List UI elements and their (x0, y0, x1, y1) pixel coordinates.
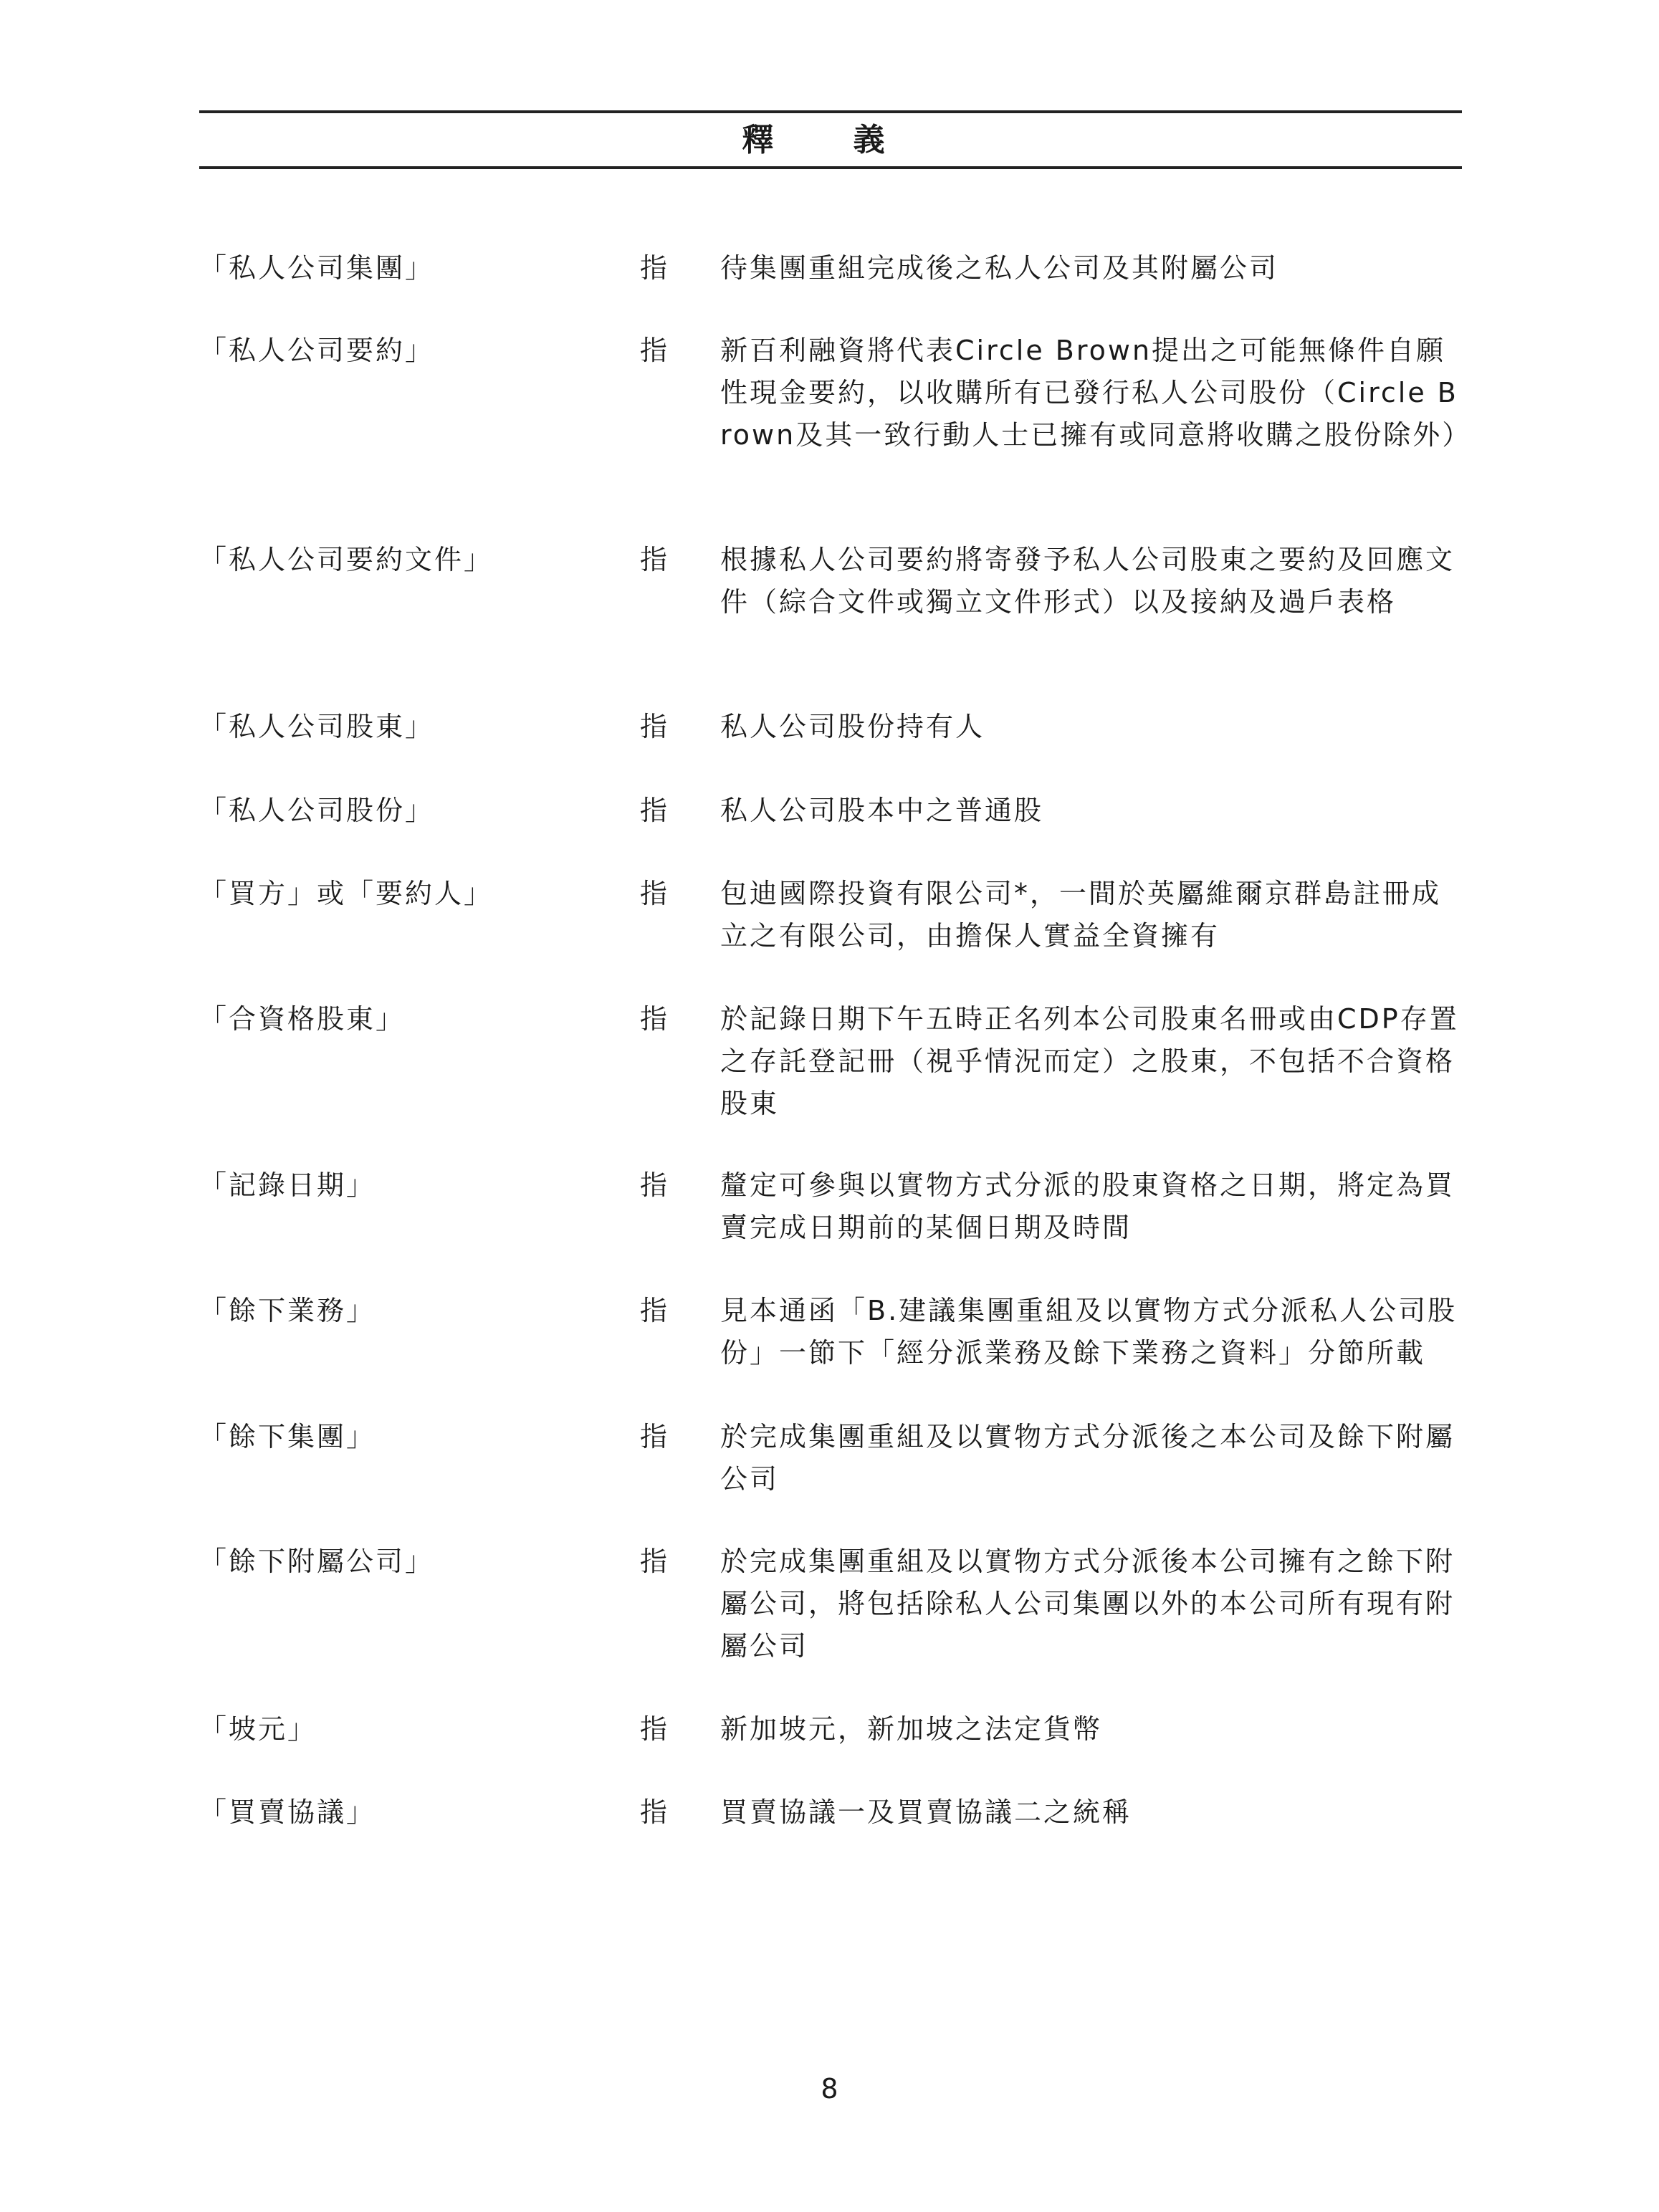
means-label: 指 (640, 1796, 668, 1828)
definition-text: 待集團重組完成後之私人公司及其附屬公司 (720, 252, 1279, 284)
means-label: 指 (640, 1546, 668, 1577)
definition-term: 「私人公司股東」 (199, 711, 435, 742)
means-label: 指 (640, 1295, 668, 1326)
definition-text: 包迪國際投資有限公司*，一間於英屬維爾京群島註冊成立之有限公司，由擔保人實益全資擁有 (720, 878, 1442, 952)
means-label: 指 (640, 711, 668, 742)
means-label: 指 (640, 795, 668, 826)
means-label: 指 (640, 335, 668, 366)
definition-term: 「買賣協議」 (199, 1796, 376, 1828)
definition-term: 「坡元」 (199, 1713, 317, 1745)
means-label: 指 (640, 544, 668, 575)
means-label: 指 (640, 1421, 668, 1452)
definition-text: 根據私人公司要約將寄發予私人公司股東之要約及回應文件（綜合文件或獨立文件形式）以及接納及過戶表格 (720, 544, 1455, 618)
page-title: 釋 義 (742, 122, 919, 158)
definition-term: 「餘下集團」 (199, 1421, 376, 1452)
definition-term: 「私人公司要約」 (199, 335, 435, 366)
definition-text: 於完成集團重組及以實物方式分派後之本公司及餘下附屬公司 (720, 1421, 1455, 1495)
means-label: 指 (640, 1003, 668, 1035)
means-label: 指 (640, 1169, 668, 1201)
definition-term: 「私人公司股份」 (199, 795, 435, 826)
definition-term: 「私人公司集團」 (199, 252, 435, 284)
definition-text: 新加坡元，新加坡之法定貨幣 (720, 1713, 1103, 1745)
definition-term: 「私人公司要約文件」 (199, 544, 494, 575)
means-label: 指 (640, 252, 668, 284)
definition-term: 「記錄日期」 (199, 1169, 376, 1201)
definition-text: 私人公司股份持有人 (720, 711, 985, 742)
definition-text: 見本通函「B.建議集團重組及以實物方式分派私人公司股份」一節下「經分派業務及餘下業務之資料」分節所載 (720, 1295, 1458, 1369)
definition-term: 「餘下業務」 (199, 1295, 376, 1326)
definition-term: 「合資格股東」 (199, 1003, 406, 1035)
means-label: 指 (640, 1713, 668, 1745)
definition-text: 於完成集團重組及以實物方式分派後本公司擁有之餘下附屬公司，將包括除私人公司集團以外的本公司所有現有附屬公司 (720, 1546, 1455, 1662)
page-number: 8 (821, 2073, 838, 2105)
definition-text: 於記錄日期下午五時正名列本公司股東名冊或由CDP存置之存託登記冊（視乎情況而定）之股東，不包括不合資格股東 (720, 1003, 1459, 1119)
definition-term: 「餘下附屬公司」 (199, 1546, 435, 1577)
definition-text: 買賣協議一及買賣協議二之統稱 (720, 1796, 1132, 1828)
means-label: 指 (640, 878, 668, 909)
definition-text: 釐定可參與以實物方式分派的股東資格之日期，將定為買賣完成日期前的某個日期及時間 (720, 1169, 1455, 1243)
definition-text: 新百利融資將代表Circle Brown提出之可能無條件自願性現金要約，以收購所有已發行私人公司股份（Circle Brown及其一致行動人士已擁有或同意將收購之股份除外） (720, 335, 1472, 451)
definition-term: 「買方」或「要約人」 (199, 878, 494, 909)
definition-text: 私人公司股本中之普通股 (720, 795, 1044, 826)
